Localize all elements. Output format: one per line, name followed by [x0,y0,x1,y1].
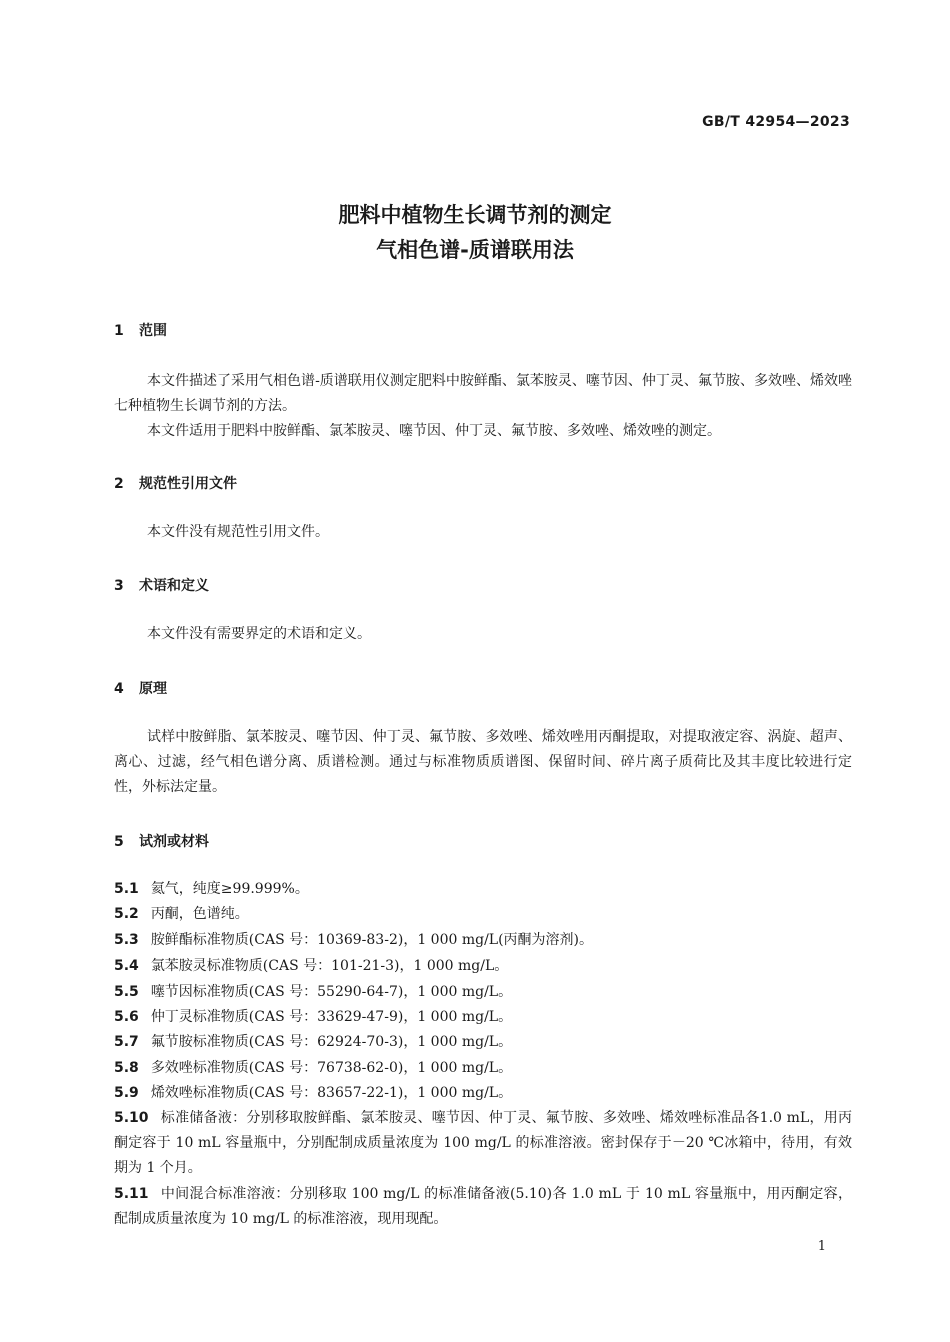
section-number: 5 [114,834,124,850]
list-item: 5.10 标准储备液：分别移取胺鲜酯、氯苯胺灵、噻节因、仲丁灵、氟节胺、多效唑、烯效唑标准品各1.0 mL，用丙酮定容于 10 mL 容量瓶中，分别配制成质量浓度为 100 mg/L 的标准溶液。密封保存于－20 ℃冰箱中，待用，有效期为 1 个月。 [114,1110,852,1176]
section-number: 1 [114,323,124,339]
list-item: 5.4 氯苯胺灵标准物质(CAS 号：101-21-3)，1 000 mg/L。 [114,958,509,974]
list-item: 5.9 烯效唑标准物质(CAS 号：83657-22-1)，1 000 mg/L。 [114,1085,513,1101]
section-heading-reagents [114,831,209,851]
section-heading-principle [114,678,167,698]
paragraph: 本文件没有规范性引用文件。 [147,524,329,540]
section-title: 原理 [139,681,167,697]
list-item: 5.5 噻节因标准物质(CAS 号：55290-64-7)，1 000 mg/L。 [114,984,513,1000]
section-heading-scope [114,320,167,340]
section-number: 4 [114,681,124,697]
standard-number: GB/T 42954—2023 [702,114,850,130]
section-heading-normative-references [114,473,237,493]
list-item: 5.7 氟节胺标准物质(CAS 号：62924-70-3)，1 000 mg/L。 [114,1034,513,1050]
list-item: 5.6 仲丁灵标准物质(CAS 号：33629-47-9)，1 000 mg/L。 [114,1009,513,1025]
paragraph: 本文件描述了采用气相色谱-质谱联用仪测定肥料中胺鲜酯、氯苯胺灵、噻节因、仲丁灵、氟节胺、多效唑、烯效唑七种植物生长调节剂的方法。 [114,373,852,414]
document-subtitle: 气相色谱-质谱联用法 [376,238,574,262]
list-item: 5.1 氦气，纯度≥99.999%。 [114,881,309,897]
paragraph: 本文件适用于肥料中胺鲜酯、氯苯胺灵、噻节因、仲丁灵、氟节胺、多效唑、烯效唑的测定。 [147,423,721,439]
list-item: 5.3 胺鲜酯标准物质(CAS 号：10369-83-2)，1 000 mg/L(丙酮为溶剂)。 [114,932,594,948]
page-number: 1 [817,1239,826,1254]
document-title: 肥料中植物生长调节剂的测定 [338,203,612,227]
list-item: 5.11 中间混合标准溶液：分别移取 100 mg/L 的标准储备液(5.10)各 1.0 mL 于 10 mL 容量瓶中，用丙酮定容，配制成质量浓度为 10 mg/L 的标准溶液，现用现配。 [114,1186,852,1227]
section-number: 3 [114,578,124,594]
paragraph: 试样中胺鲜脂、氯苯胺灵、噻节因、仲丁灵、氟节胺、多效唑、烯效唑用丙酮提取，对提取液定容、涡旋、超声、离心、过滤，经气相色谱分离、质谱检测。通过与标准物质质谱图、保留时间、碎片离子质荷比及其丰度比较进行定性，外标法定量。 [114,729,852,795]
section-heading-terms [114,575,209,595]
section-title: 试剂或材料 [139,834,209,850]
section-title: 范围 [139,323,167,339]
paragraph: 本文件没有需要界定的术语和定义。 [147,626,371,642]
section-number: 2 [114,476,124,492]
list-item: 5.2 丙酮，色谱纯。 [114,906,249,922]
list-item: 5.8 多效唑标准物质(CAS 号：76738-62-0)，1 000 mg/L。 [114,1060,513,1076]
section-title: 规范性引用文件 [139,476,237,492]
section-title: 术语和定义 [139,578,209,594]
